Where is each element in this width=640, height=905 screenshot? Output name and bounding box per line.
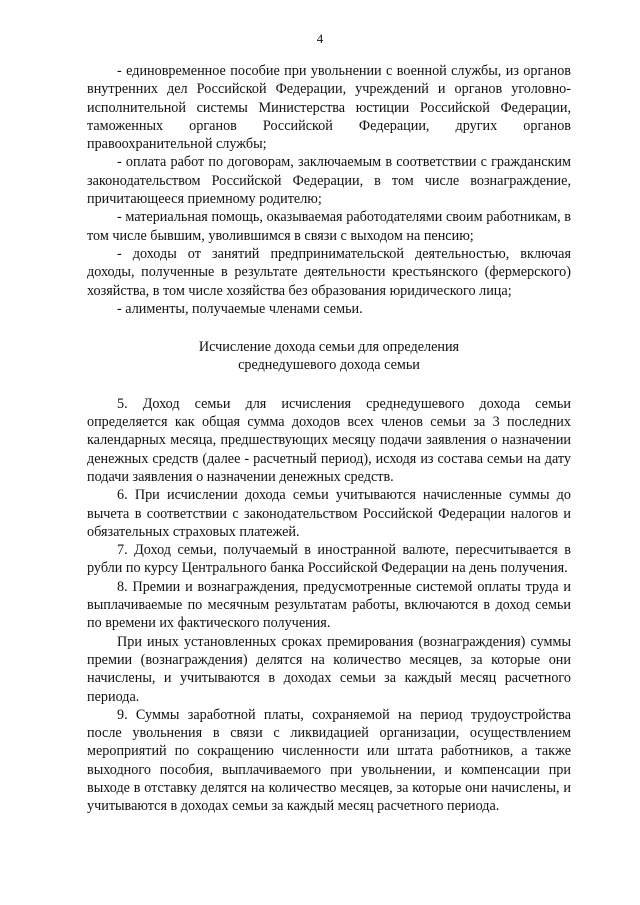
paragraph: - алименты, получаемые членами семьи. [117, 300, 363, 317]
paragraph: 9. Суммы заработной платы, сохраняемой на период трудоустройства после увольнения в связи с ликвидацией организации, осуществлением мероприятий по сокращению численности или штата работников, а также выходного пособия, выплачиваемого при увольнении, и компенсации при выходе в отставку делятся на количество месяцев, за которые они начислены, и учитываются в доходах семьи за каждый месяц расчетного периода. [87, 706, 571, 815]
page-number: 4 [316, 31, 324, 46]
paragraph: 7. Доход семьи, получаемый в иностранной валюте, пересчитывается в рубли по курсу Центрального банка Российской Федерации на день получения. [87, 542, 571, 577]
paragraph: 8. Премии и вознаграждения, предусмотренные системой оплаты труда и выплачиваемые по месячным результатам работы, включаются в доход семьи по времени их фактического получения. [87, 578, 571, 632]
paragraph: 6. При исчислении дохода семьи учитываются начисленные суммы до вычета в соответствии с законодательством Российской Федерации налогов и обязательных страховых платежей. [87, 487, 571, 540]
paragraph: - единовременное пособие при увольнении с военной службы, из органов внутренних дел Российской Федерации, учреждений и органов уголовно-исполнительной системы Министерства юстиции Российской Федерации, таможенных органов Российской Федерации, других органов правоохранительной службы; [87, 63, 571, 153]
section-heading-line: Исчисление дохода семьи для определения [198, 339, 460, 356]
paragraph: - доходы от занятий предпринимательской деятельностью, включая доходы, полученные в результате деятельности крестьянского (фермерского) хозяйства, в том числе хозяйства без образования юридического лица; [87, 245, 571, 299]
paragraph: - оплата работ по договорам, заключаемым в соответствии с гражданским законодательством Российской Федерации, в том числе вознаграждение, причитающееся приемному родителю; [87, 154, 571, 208]
paragraph: - материальная помощь, оказываемая работодателями своим работникам, в том числе бывшим, уволившимся в связи с выходом на пенсию; [87, 209, 571, 244]
document-body [87, 62, 571, 816]
section-heading-line: среднедушевого дохода семьи [238, 357, 420, 374]
paragraph: 5. Доход семьи для исчисления среднедушевого дохода семьи определяется как общая сумма доходов всех членов семьи за 3 последних календарных месяца, предшествующих месяцу подачи заявления о назначении денежных средств (далее - расчетный период), исходя из состава семьи на дату подачи заявления о назначении денежных средств. [87, 395, 571, 485]
paragraph: При иных установленных сроках премирования (вознаграждения) суммы премии (вознаграждения) делятся на количество месяцев, за которые они начислены, и учитываются в доходах семьи за каждый месяц расчетного периода. [87, 633, 571, 705]
section-heading [87, 338, 571, 375]
